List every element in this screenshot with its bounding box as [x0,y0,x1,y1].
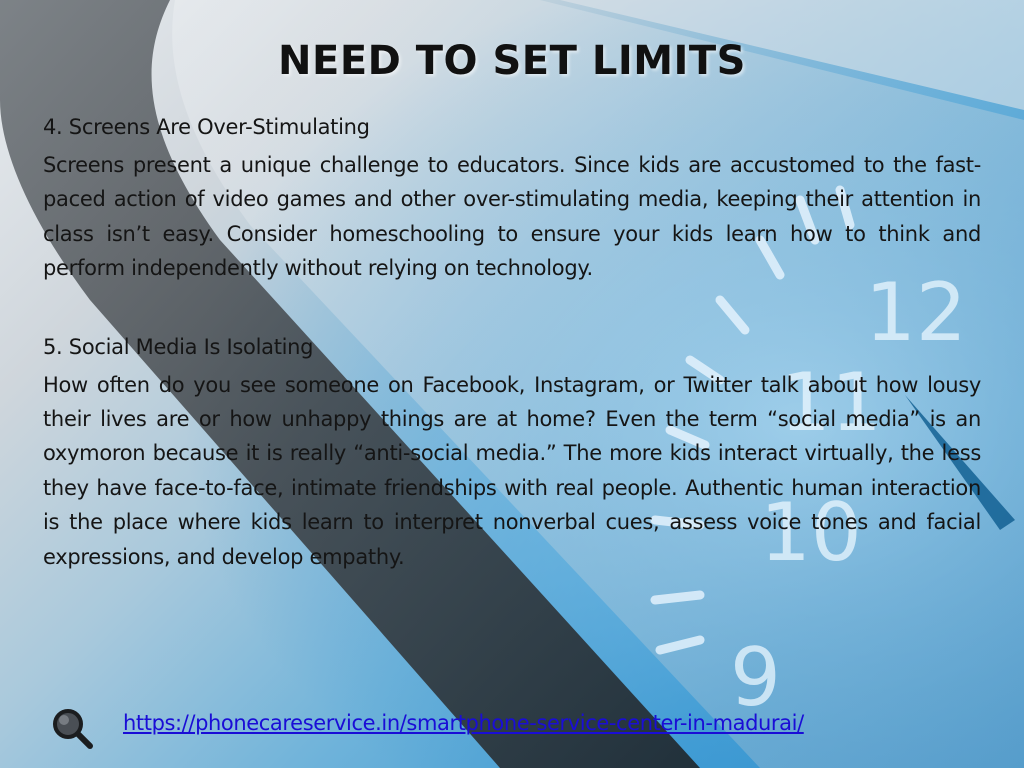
clock-numeral-11: 11 [780,356,882,449]
magnifier-icon [50,706,94,750]
section-heading: 4. Screens Are Over-Stimulating [43,115,370,139]
footer [50,706,990,750]
section-social-media [43,332,981,574]
clock-numeral-9: 9 [730,631,781,724]
footer-link[interactable]: https://phonecareservice.in/smartphone-service-center-in-madurai/ [123,711,804,735]
section-body: Screens present a unique challenge to educators. Since kids are accustomed to the fast-paced action of video games and other over-stimulating media, keeping their attention in class isn’t easy. Consider homeschooling to ensure your kids learn how to think and perform independently without relying on technology. [43,153,981,281]
section-heading: 5. Social Media Is Isolating [43,334,314,359]
section-screens [43,112,981,286]
slide-title: NEED TO SET LIMITS [278,38,746,84]
clock-numeral-12: 12 [865,266,967,359]
section-body: How often do you see someone on Facebook, Instagram, or Twitter talk about how lousy their lives are or how unhappy things are at home? Even the term “social media” is an oxymoron because it is really “anti-social media.” The more kids interact virtually, the less they have face-to-face, intimate friendships with real people. Authentic human interaction is the place where kids learn to interpret nonverbal cues, assess voice tones and facial expressions, and develop empathy. [43,372,981,569]
slide-content [43,112,981,574]
clock-numeral-10: 10 [760,486,862,579]
